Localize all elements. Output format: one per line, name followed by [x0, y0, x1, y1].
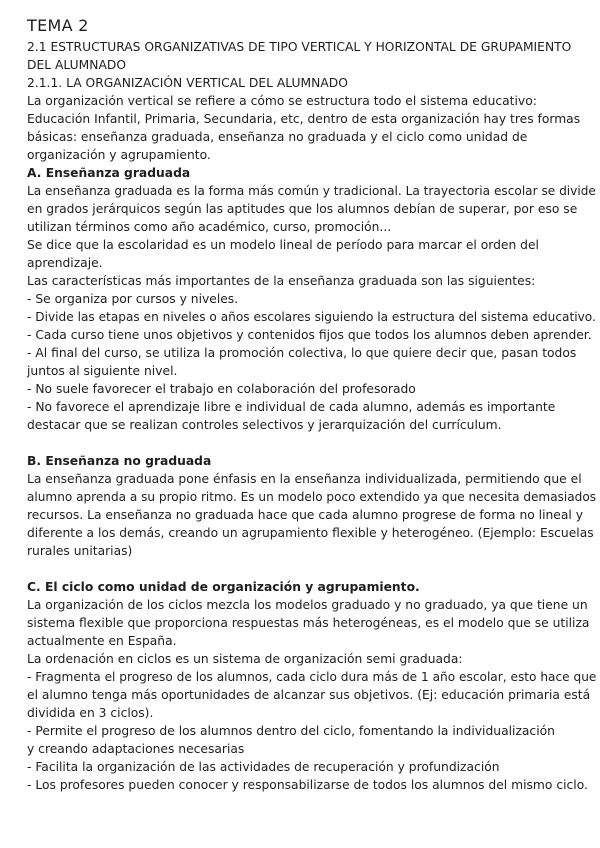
list-item-continuation: juntos al siguiente nivel.	[27, 364, 178, 378]
paragraph-line: organización y agrupamiento.	[27, 148, 211, 162]
list-item: - Se organiza por cursos y niveles.	[27, 292, 239, 306]
list-item: - Fragmenta el progreso de los alumnos, cada ciclo dura más de 1 año escolar, esto hace que	[27, 670, 597, 684]
section-heading-2-1: 2.1 ESTRUCTURAS ORGANIZATIVAS DE TIPO VERTICAL Y HORIZONTAL DE GRUPAMIENTO	[27, 40, 572, 54]
list-item-continuation: el alumno tenga más oportunidades de alcanzar sus objetivos. (Ej: educación primaria está	[27, 688, 591, 702]
list-item-continuation: y creando adaptaciones necesarias	[27, 742, 245, 756]
section-a-heading: A. Enseñanza graduada	[27, 166, 191, 180]
paragraph-line: básicas: enseñanza graduada, enseñanza no graduada y el ciclo como unidad de	[27, 130, 528, 144]
page-title: TEMA 2	[27, 16, 89, 35]
list-item-continuation: dividida en 3 ciclos).	[27, 706, 154, 720]
list-item: - Los profesores pueden conocer y responsabilizarse de todos los alumnos del mismo ciclo.	[27, 778, 588, 792]
paragraph-line: aprendizaje.	[27, 256, 103, 270]
list-item: - Divide las etapas en niveles o años escolares siguiendo la estructura del sistema educativo.	[27, 310, 596, 324]
list-item: - No suele favorecer el trabajo en colaboración del profesorado	[27, 382, 416, 396]
paragraph-line: en grados jerárquicos según las aptitudes que los alumnos debían de superar, por eso se	[27, 202, 578, 216]
section-heading-2-1-1: 2.1.1. LA ORGANIZACIÓN VERTICAL DEL ALUMNADO	[27, 76, 348, 90]
list-item: - Facilita la organización de las actividades de recuperación y profundización	[27, 760, 500, 774]
list-item-continuation: destacar que se realizan controles selectivos y jerarquización del currículum.	[27, 418, 502, 432]
paragraph-line: La enseñanza graduada es la forma más común y tradicional. La trayectoria escolar se divide	[27, 184, 596, 198]
paragraph-line: alumno aprenda a su propio ritmo. Es un modelo poco extendido ya que necesita demasiados	[27, 490, 597, 504]
paragraph-line: Las características más importantes de la enseñanza graduada son las siguientes:	[27, 274, 536, 288]
paragraph-line: utilizan términos como año académico, curso, promoción...	[27, 220, 392, 234]
paragraph-line: actualmente en España.	[27, 634, 177, 648]
paragraph-line: La organización vertical se refiere a cómo se estructura todo el sistema educativo:	[27, 94, 537, 108]
paragraph-line: La ordenación en ciclos es un sistema de organización semi graduada:	[27, 652, 463, 666]
list-item: - No favorece el aprendizaje libre e individual de cada alumno, además es importante	[27, 400, 556, 414]
list-item: - Al final del curso, se utiliza la promoción colectiva, lo que quiere decir que, pasan todos	[27, 346, 577, 360]
paragraph-line: diferente a los demás, creando un agrupamiento flexible y heterogéneo. (Ejemplo: Escuelas	[27, 526, 594, 540]
paragraph-line: Educación Infantil, Primaria, Secundaria, etc, dentro de esta organización hay tres formas	[27, 112, 581, 126]
list-item: - Permite el progreso de los alumnos dentro del ciclo, fomentando la individualización	[27, 724, 555, 738]
section-c-heading: C. El ciclo como unidad de organización y agrupamiento.	[27, 580, 420, 594]
paragraph-line: rurales unitarias)	[27, 544, 133, 558]
section-b-heading: B. Enseñanza no graduada	[27, 454, 212, 468]
paragraph-line: recursos. La enseñanza no graduada hace que cada alumno progrese de forma no lineal y	[27, 508, 584, 522]
list-item: - Cada curso tiene unos objetivos y contenidos fijos que todos los alumnos deben aprender.	[27, 328, 592, 342]
paragraph-line: La organización de los ciclos mezcla los modelos graduado y no graduado, ya que tiene un	[27, 598, 588, 612]
section-heading-2-1: DEL ALUMNADO	[27, 58, 127, 72]
paragraph-line: sistema flexible que proporciona respuestas más heterogéneas, es el modelo que se utiliza	[27, 616, 590, 630]
paragraph-line: Se dice que la escolaridad es un modelo lineal de período para marcar el orden del	[27, 238, 539, 252]
paragraph-line: La enseñanza graduada pone énfasis en la enseñanza individualizada, permitiendo que el	[27, 472, 582, 486]
